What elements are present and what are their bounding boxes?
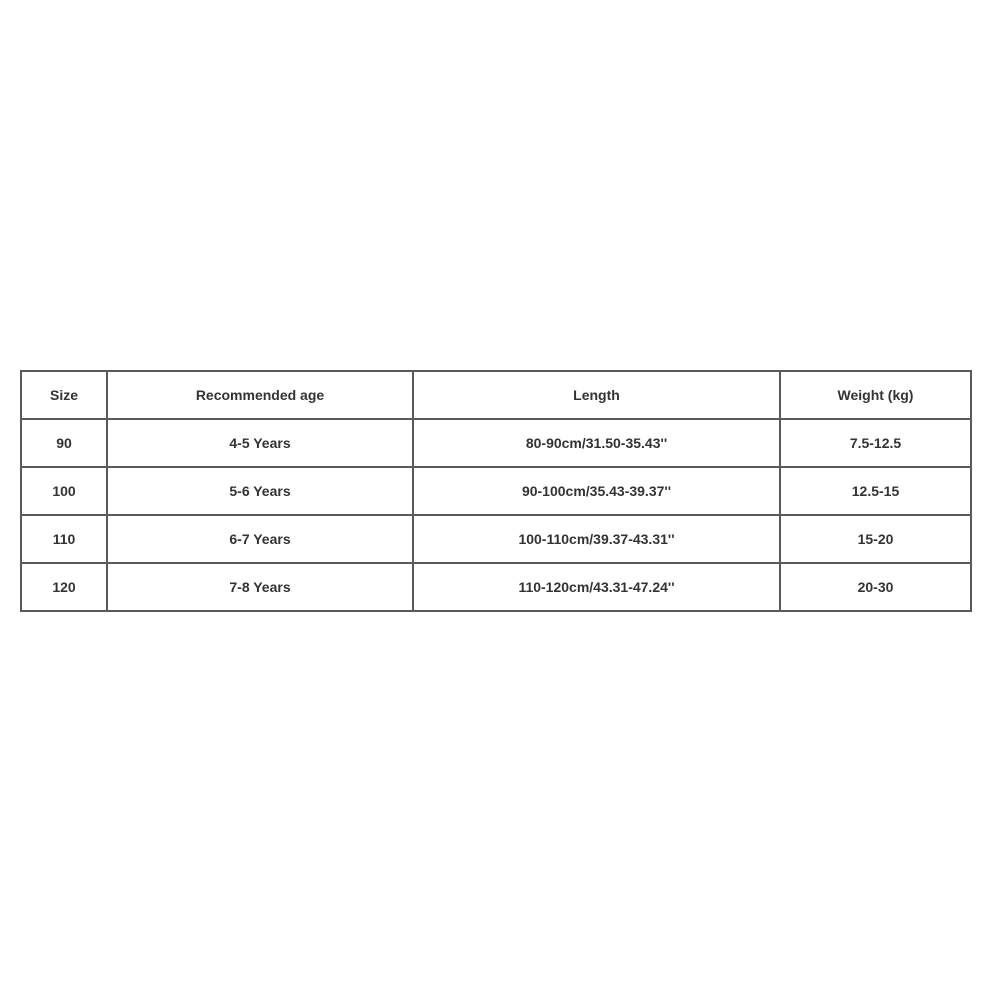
cell-weight: 12.5-15 bbox=[780, 467, 971, 515]
cell-age: 5-6 Years bbox=[107, 467, 413, 515]
cell-length: 110-120cm/43.31-47.24'' bbox=[413, 563, 780, 611]
cell-size: 120 bbox=[21, 563, 107, 611]
size-chart-table bbox=[20, 370, 972, 612]
cell-weight: 15-20 bbox=[780, 515, 971, 563]
cell-length: 100-110cm/39.37-43.31'' bbox=[413, 515, 780, 563]
table-row bbox=[21, 515, 971, 563]
header-recommended-age: Recommended age bbox=[107, 371, 413, 419]
cell-length: 90-100cm/35.43-39.37'' bbox=[413, 467, 780, 515]
cell-age: 4-5 Years bbox=[107, 419, 413, 467]
cell-size: 90 bbox=[21, 419, 107, 467]
cell-size: 110 bbox=[21, 515, 107, 563]
cell-weight: 7.5-12.5 bbox=[780, 419, 971, 467]
header-weight: Weight (kg) bbox=[780, 371, 971, 419]
table-header-row bbox=[21, 371, 971, 419]
cell-age: 6-7 Years bbox=[107, 515, 413, 563]
header-length: Length bbox=[413, 371, 780, 419]
header-size: Size bbox=[21, 371, 107, 419]
cell-age: 7-8 Years bbox=[107, 563, 413, 611]
table-row bbox=[21, 467, 971, 515]
cell-size: 100 bbox=[21, 467, 107, 515]
table-row bbox=[21, 563, 971, 611]
table-row bbox=[21, 419, 971, 467]
cell-weight: 20-30 bbox=[780, 563, 971, 611]
cell-length: 80-90cm/31.50-35.43'' bbox=[413, 419, 780, 467]
